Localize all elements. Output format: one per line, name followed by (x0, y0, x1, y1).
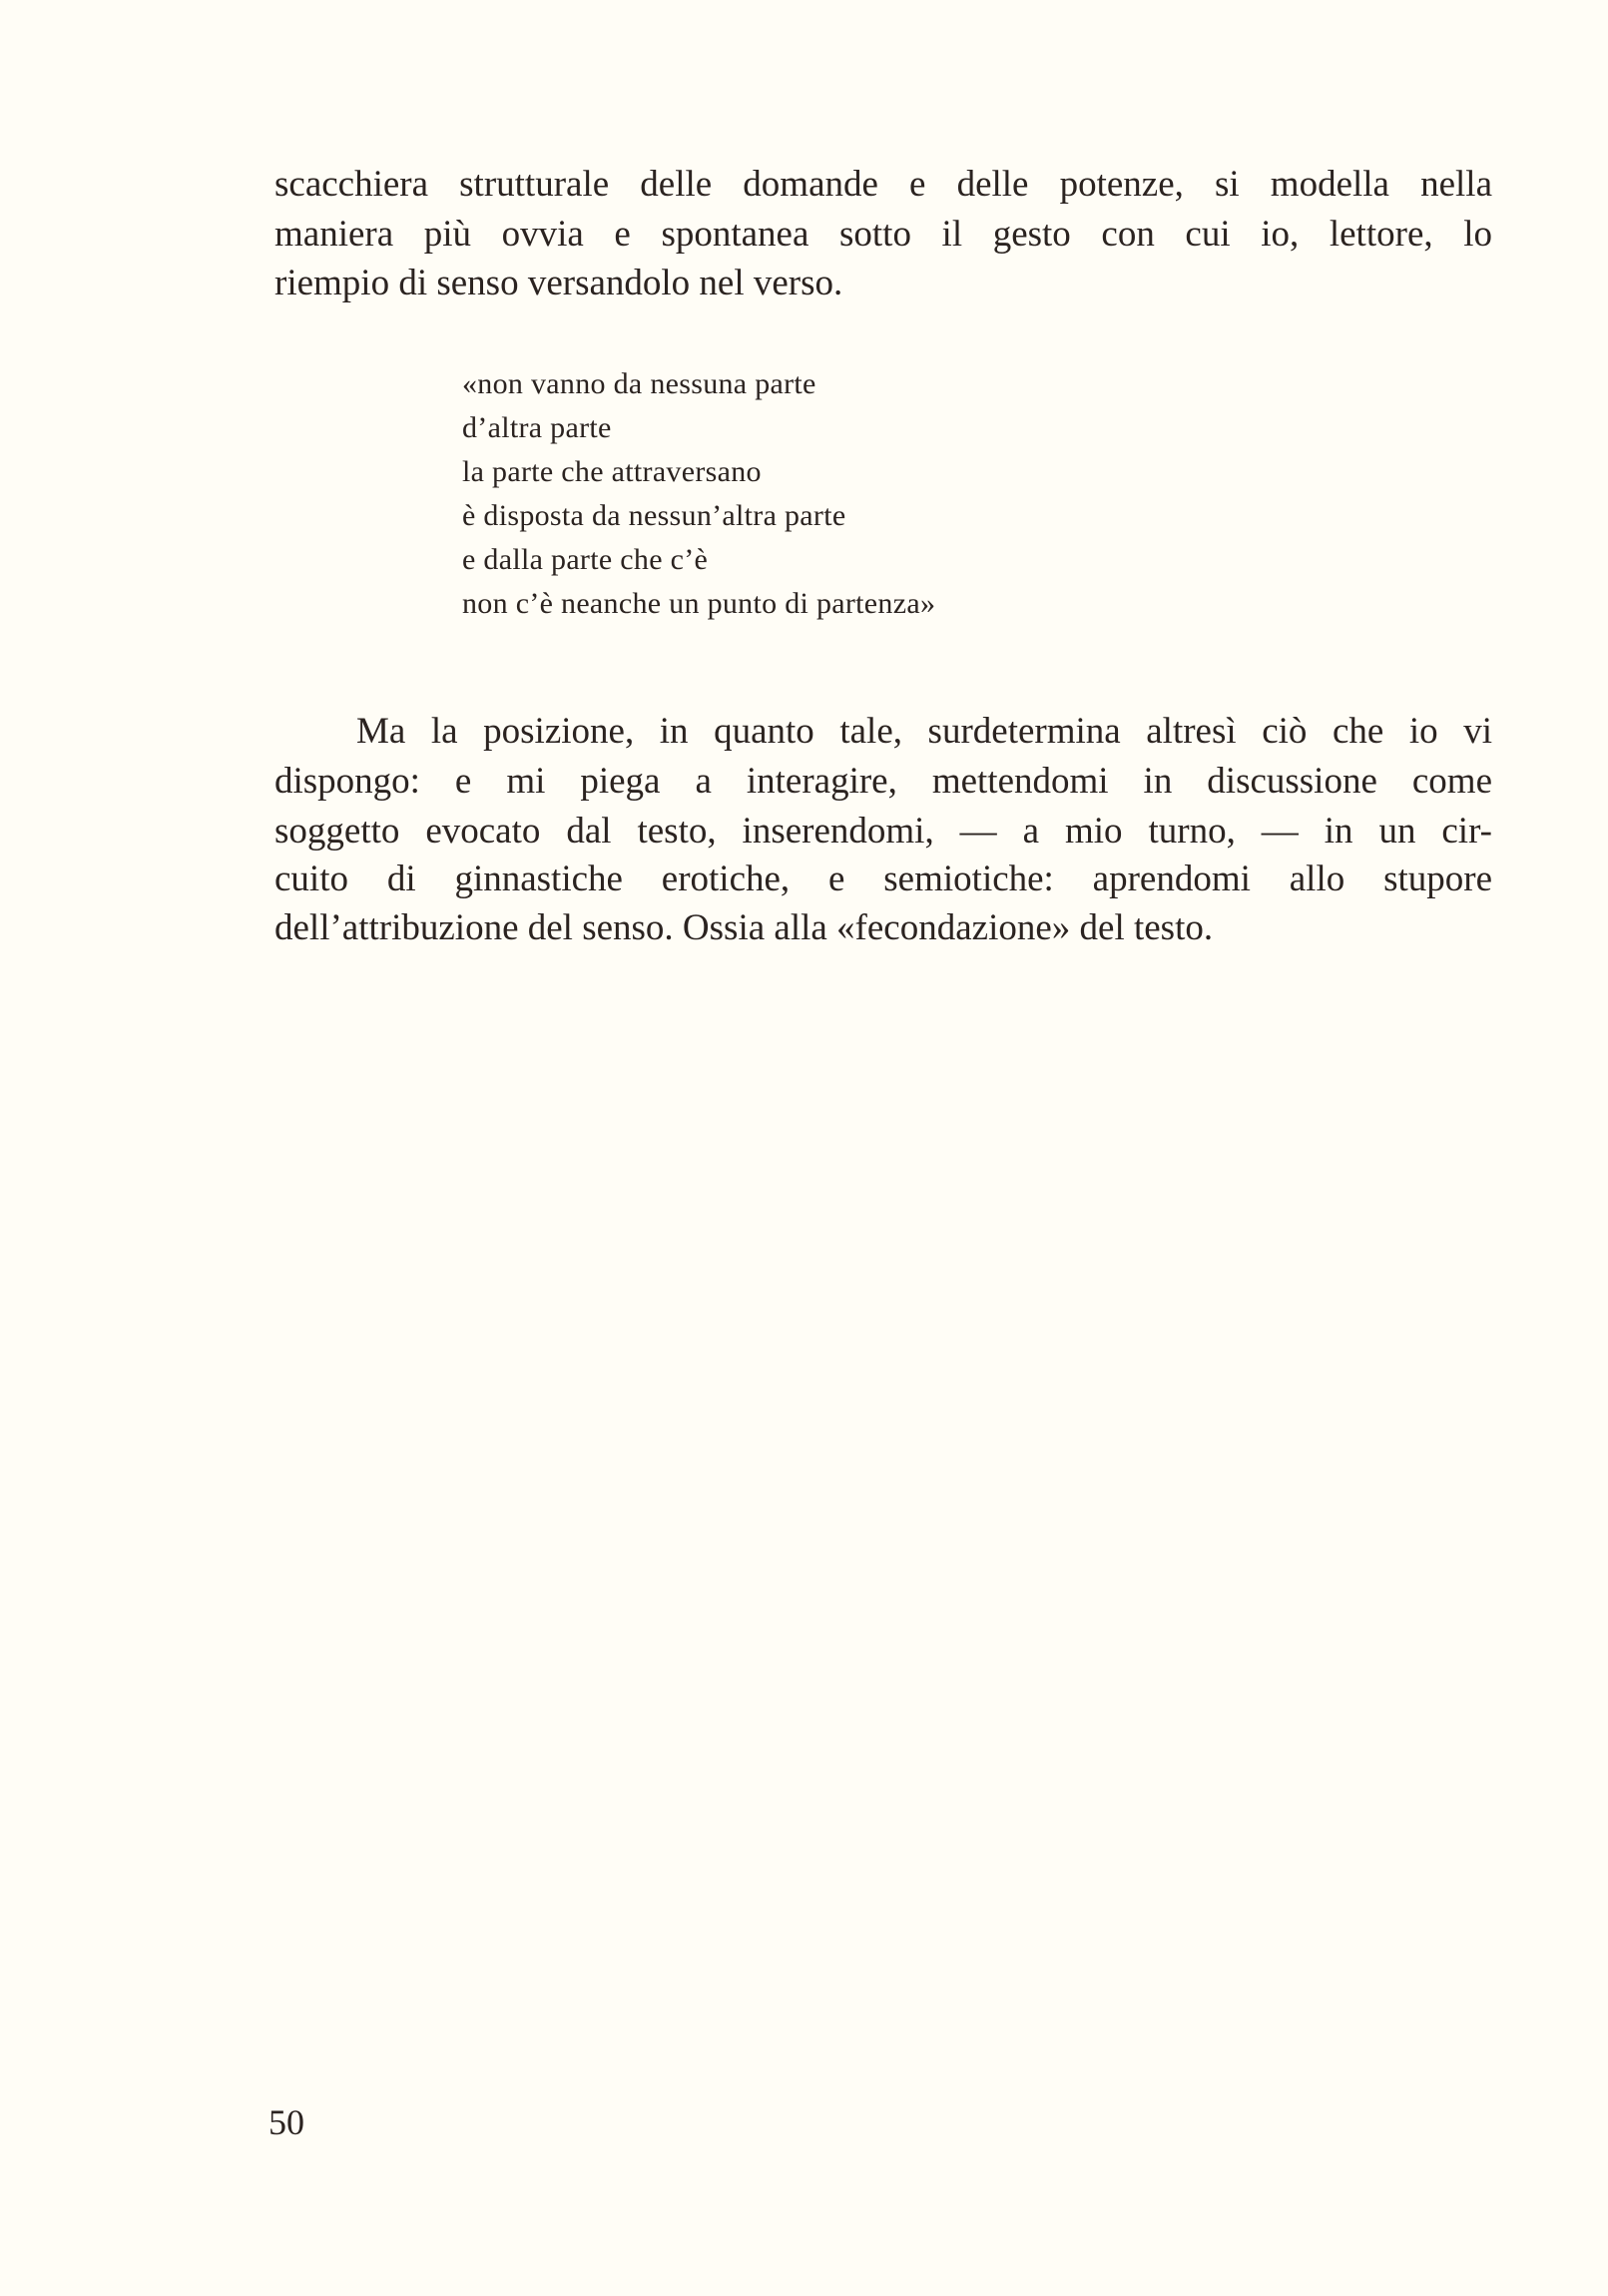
verse-line: è disposta da nessun’altra parte (462, 499, 846, 532)
text-line: scacchiera strutturale delle domande e delle potenze, si modella nella (274, 164, 1492, 205)
page-number: 50 (268, 2102, 304, 2142)
verse-line: d’altra parte (462, 411, 612, 444)
verse-line: e dalla parte che c’è (462, 543, 709, 576)
text-line: dell’attribuzione del senso. Ossia alla «fecondazione» del testo. (274, 907, 1214, 948)
text-line: soggetto evocato dal testo, inserendomi, — a mio turno, — in un cir- (274, 811, 1492, 852)
verse-line: «non vanno da nessuna parte (462, 367, 816, 400)
text-line: maniera più ovvia e spontanea sotto il gesto con cui io, lettore, lo (274, 214, 1492, 255)
text-line: Ma la posizione, in quanto tale, surdetermina altresì ciò che io vi (356, 711, 1492, 752)
text-line: dispongo: e mi piega a interagire, mettendomi in discussione come (274, 761, 1492, 802)
verse-line: non c’è neanche un punto di partenza» (462, 587, 936, 620)
text-line: riempio di senso versandolo nel verso. (274, 263, 843, 303)
text-line: cuito di ginnastiche erotiche, e semiotiche: aprendomi allo stupore (274, 859, 1492, 899)
verse-line: la parte che attraversano (462, 455, 762, 488)
